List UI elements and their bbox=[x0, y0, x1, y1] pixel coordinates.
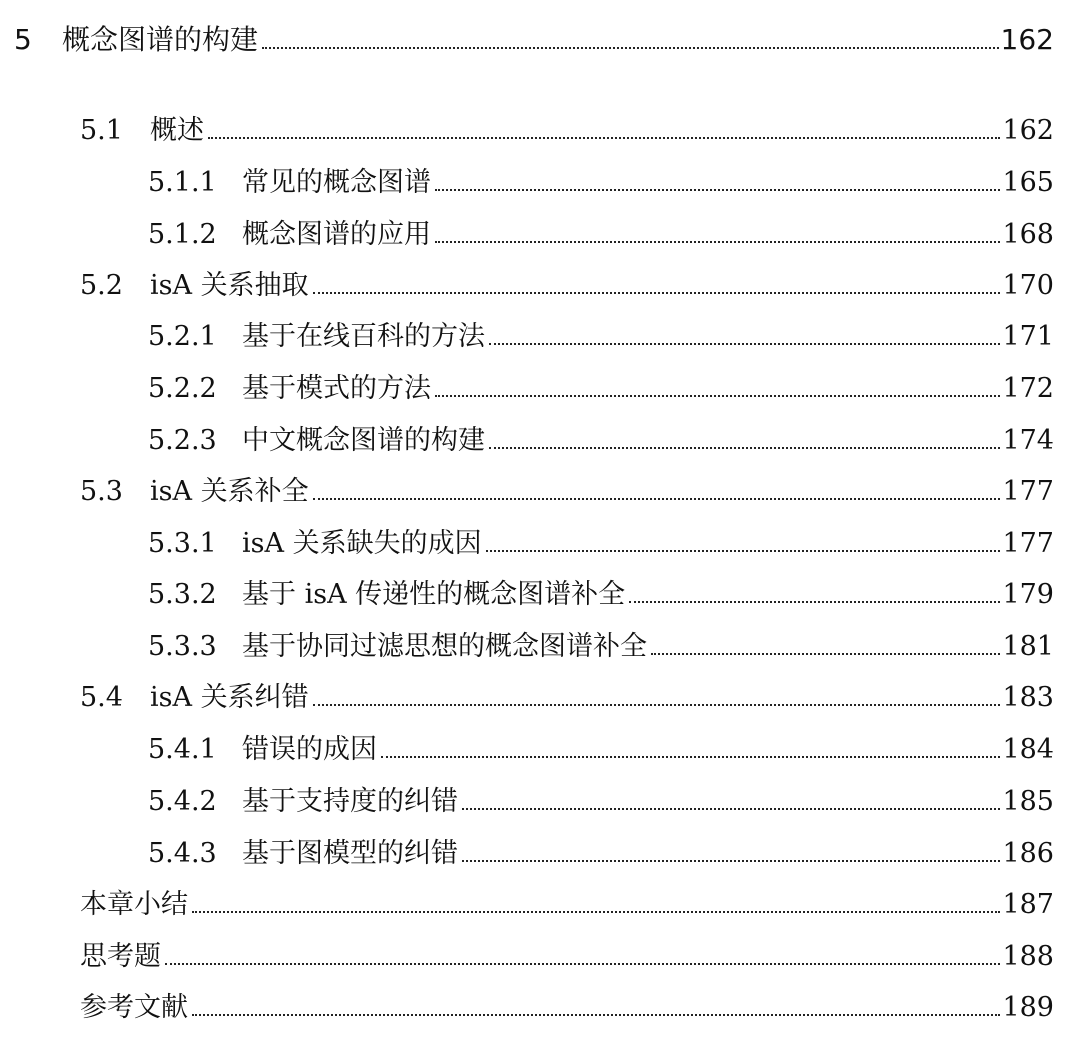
page-number: 181 bbox=[1002, 631, 1054, 662]
page-number: 165 bbox=[1002, 167, 1054, 198]
subsection-number: 5.2.2 bbox=[148, 373, 217, 404]
page-number: 177 bbox=[1002, 476, 1054, 507]
dot-leader bbox=[629, 601, 1000, 603]
page-number: 184 bbox=[1002, 734, 1054, 765]
page-number: 187 bbox=[1002, 889, 1054, 920]
dot-leader bbox=[208, 137, 1000, 139]
toc-subsection-row[interactable] bbox=[148, 366, 1054, 410]
subsection-title: 中文概念图谱的构建 bbox=[242, 425, 485, 456]
dot-leader bbox=[489, 447, 1000, 449]
section-number: 5.4 bbox=[80, 682, 123, 713]
subsection-number: 5.4.2 bbox=[148, 786, 217, 817]
dot-leader bbox=[381, 756, 1000, 758]
page-number: 186 bbox=[1002, 838, 1054, 869]
toc-subsection-row[interactable] bbox=[148, 418, 1054, 462]
dot-leader bbox=[489, 343, 1000, 345]
subsection-title: 基于图模型的纠错 bbox=[242, 838, 458, 869]
section-title: isA 关系补全 bbox=[150, 476, 309, 507]
page-number: 188 bbox=[1002, 941, 1054, 972]
page-number: 183 bbox=[1002, 682, 1054, 713]
subsection-title: isA 关系缺失的成因 bbox=[242, 528, 482, 559]
toc-backmatter-row[interactable] bbox=[80, 934, 1054, 978]
page-number: 168 bbox=[1002, 219, 1054, 250]
subsection-number: 5.2.3 bbox=[148, 425, 217, 456]
toc-section-row[interactable] bbox=[80, 108, 1054, 152]
toc-subsection-row[interactable] bbox=[148, 314, 1054, 358]
toc-subsection-row[interactable] bbox=[148, 521, 1054, 565]
subsection-number: 5.2.1 bbox=[148, 321, 217, 352]
page-number: 177 bbox=[1002, 528, 1054, 559]
toc-section-row[interactable] bbox=[80, 263, 1054, 307]
subsection-title: 基于在线百科的方法 bbox=[242, 321, 485, 352]
toc-section-row[interactable] bbox=[80, 675, 1054, 719]
dot-leader bbox=[435, 395, 1000, 397]
dot-leader bbox=[192, 911, 1000, 913]
dot-leader bbox=[486, 550, 1001, 552]
subsection-title: 常见的概念图谱 bbox=[242, 167, 431, 198]
dot-leader bbox=[262, 47, 999, 49]
page-number: 170 bbox=[1002, 270, 1054, 301]
toc-backmatter-row[interactable] bbox=[80, 985, 1054, 1029]
dot-leader bbox=[313, 704, 1001, 706]
backmatter-title: 参考文献 bbox=[80, 992, 188, 1023]
page-number: 179 bbox=[1002, 579, 1054, 610]
section-number: 5.1 bbox=[80, 115, 123, 146]
chapter-number: 5 bbox=[14, 23, 32, 56]
dot-leader bbox=[651, 653, 1000, 655]
backmatter-title: 思考题 bbox=[80, 941, 161, 972]
section-title: isA 关系纠错 bbox=[150, 682, 309, 713]
backmatter-title: 本章小结 bbox=[80, 889, 188, 920]
subsection-number: 5.1.2 bbox=[148, 219, 217, 250]
page-number: 189 bbox=[1002, 992, 1054, 1023]
section-title: isA 关系抽取 bbox=[150, 270, 309, 301]
section-number: 5.3 bbox=[80, 476, 123, 507]
dot-leader bbox=[165, 963, 1000, 965]
dot-leader bbox=[462, 860, 1000, 862]
dot-leader bbox=[313, 292, 1001, 294]
page-number: 171 bbox=[1002, 321, 1054, 352]
chapter-title: 概念图谱的构建 bbox=[62, 23, 259, 56]
dot-leader bbox=[435, 189, 1000, 191]
toc-backmatter-row[interactable] bbox=[80, 882, 1054, 926]
page-number: 162 bbox=[1000, 23, 1054, 56]
subsection-title: 基于模式的方法 bbox=[242, 373, 431, 404]
dot-leader bbox=[435, 241, 1000, 243]
toc-subsection-row[interactable] bbox=[148, 779, 1054, 823]
subsection-number: 5.3.3 bbox=[148, 631, 217, 662]
dot-leader bbox=[313, 498, 1001, 500]
subsection-title: 基于协同过滤思想的概念图谱补全 bbox=[242, 631, 647, 662]
page-number: 185 bbox=[1002, 786, 1054, 817]
page-number: 174 bbox=[1002, 425, 1054, 456]
subsection-title: 概念图谱的应用 bbox=[242, 219, 431, 250]
page-number: 162 bbox=[1002, 115, 1054, 146]
subsection-number: 5.1.1 bbox=[148, 167, 217, 198]
toc-section-row[interactable] bbox=[80, 469, 1054, 513]
toc-subsection-row[interactable] bbox=[148, 572, 1054, 616]
page-number: 172 bbox=[1002, 373, 1054, 404]
section-title: 概述 bbox=[150, 115, 204, 146]
subsection-number: 5.3.2 bbox=[148, 579, 217, 610]
subsection-title: 基于 isA 传递性的概念图谱补全 bbox=[242, 579, 626, 610]
toc-subsection-row[interactable] bbox=[148, 831, 1054, 875]
subsection-number: 5.3.1 bbox=[148, 528, 217, 559]
toc-chapter-row[interactable] bbox=[14, 18, 1054, 62]
subsection-title: 基于支持度的纠错 bbox=[242, 786, 458, 817]
subsection-number: 5.4.1 bbox=[148, 734, 217, 765]
toc-subsection-row[interactable] bbox=[148, 727, 1054, 771]
subsection-number: 5.4.3 bbox=[148, 838, 217, 869]
section-number: 5.2 bbox=[80, 270, 123, 301]
toc-subsection-row[interactable] bbox=[148, 160, 1054, 204]
subsection-title: 错误的成因 bbox=[242, 734, 377, 765]
toc-subsection-row[interactable] bbox=[148, 624, 1054, 668]
dot-leader bbox=[192, 1014, 1000, 1016]
dot-leader bbox=[462, 808, 1000, 810]
toc-subsection-row[interactable] bbox=[148, 212, 1054, 256]
